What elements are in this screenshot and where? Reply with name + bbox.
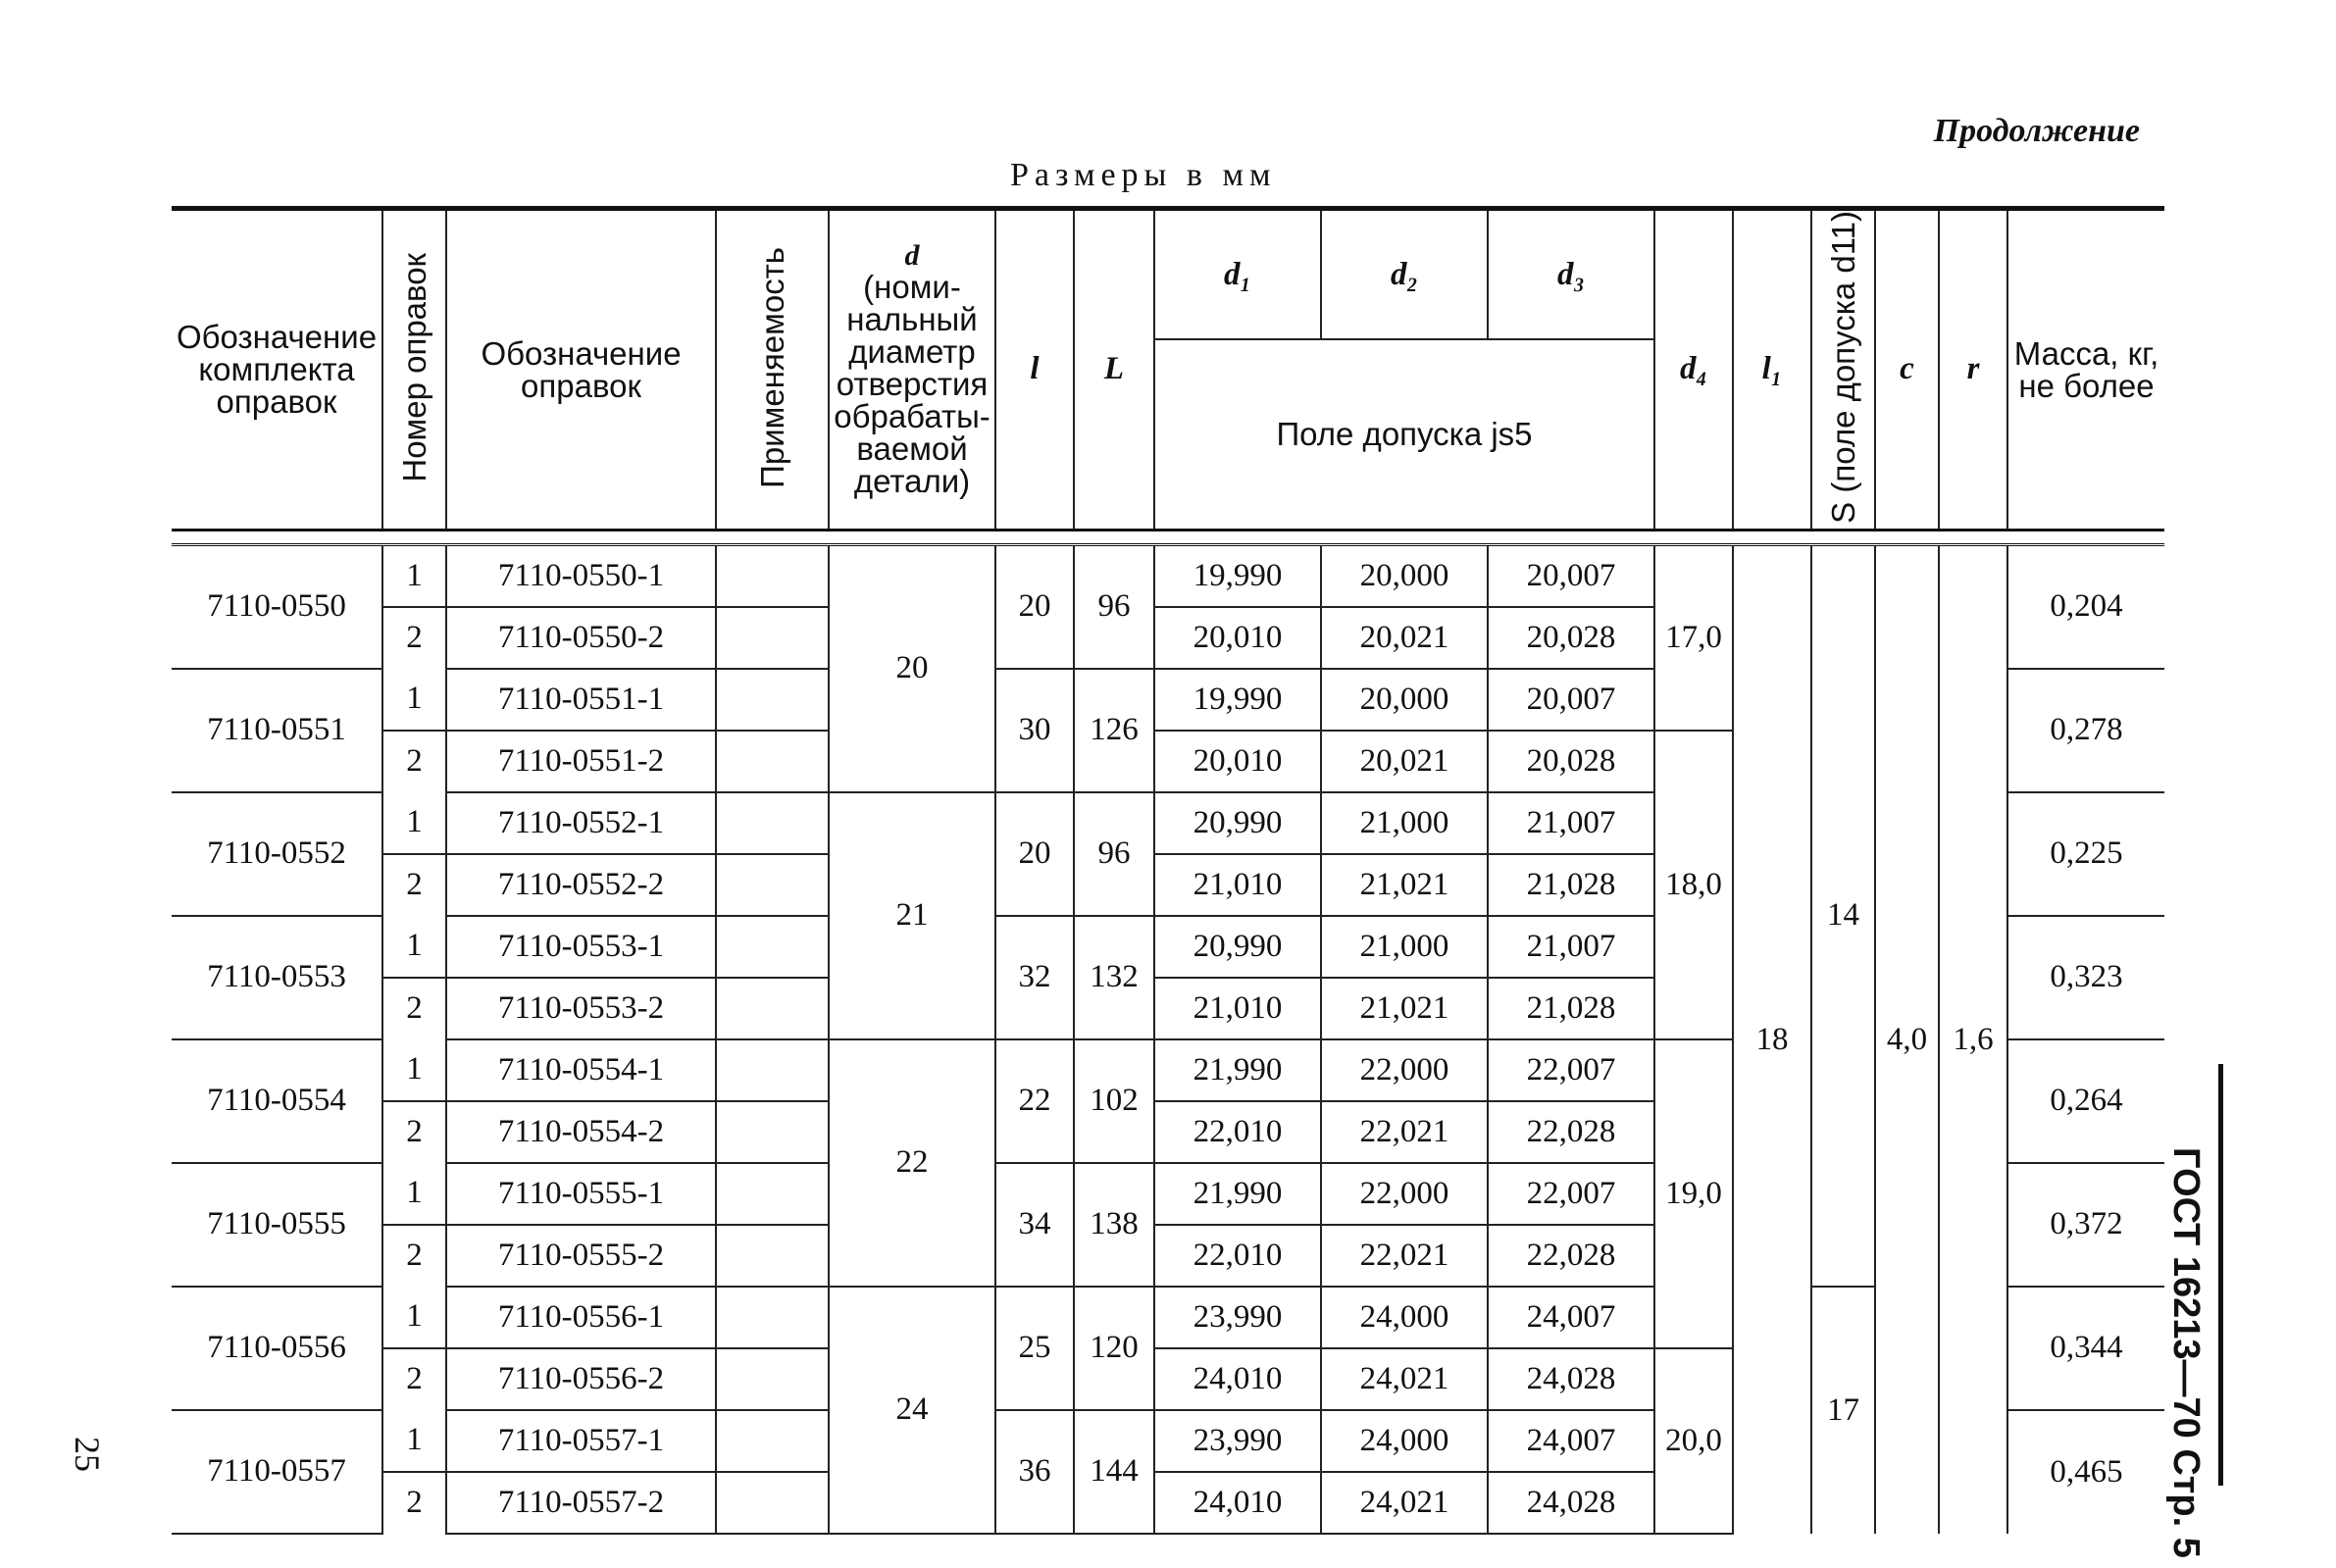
mandrel-number: 1 <box>382 792 446 854</box>
d2-value: 20,000 <box>1321 544 1488 607</box>
r-value: 1,6 <box>1939 544 2007 1534</box>
kit-designation: 7110-0552 <box>172 792 382 916</box>
d-nominal: 21 <box>829 792 995 1039</box>
d3-value: 21,007 <box>1488 792 1654 854</box>
col-L: L <box>1074 209 1154 531</box>
d3-value: 20,007 <box>1488 544 1654 607</box>
mandrel-number: 2 <box>382 731 446 792</box>
col-mandrel: Обозначение оправок <box>446 209 716 531</box>
d2-value: 22,000 <box>1321 1039 1488 1101</box>
d1-value: 23,990 <box>1154 1410 1321 1472</box>
L-value: 96 <box>1074 792 1154 916</box>
d2-value: 24,000 <box>1321 1287 1488 1348</box>
col-d1: d₁ <box>1154 209 1321 340</box>
mandrel-number: 1 <box>382 1163 446 1225</box>
d2-value: 20,021 <box>1321 607 1488 669</box>
d4-value: 20,0 <box>1654 1348 1733 1534</box>
mass-value: 0,278 <box>2007 669 2164 792</box>
mandrel-designation: 7110-0555-1 <box>446 1163 716 1225</box>
mandrel-designation: 7110-0552-2 <box>446 854 716 916</box>
d3-value: 22,028 <box>1488 1225 1654 1287</box>
mass-value: 0,323 <box>2007 916 2164 1039</box>
applicability-cell <box>716 792 829 854</box>
table-header <box>172 209 2164 545</box>
col-l: l <box>995 209 1074 531</box>
d1-value: 21,990 <box>1154 1163 1321 1225</box>
continuation-label: Продолжение <box>1933 113 2140 149</box>
kit-designation: 7110-0551 <box>172 669 382 792</box>
table-row <box>172 544 2164 607</box>
mandrel-designation: 7110-0556-1 <box>446 1287 716 1348</box>
kit-designation: 7110-0550 <box>172 544 382 669</box>
mandrel-designation: 7110-0550-1 <box>446 544 716 607</box>
L-value: 138 <box>1074 1163 1154 1287</box>
mandrel-number: 2 <box>382 1348 446 1410</box>
d1-value: 19,990 <box>1154 544 1321 607</box>
kit-designation: 7110-0557 <box>172 1410 382 1534</box>
d2-value: 21,021 <box>1321 854 1488 916</box>
mass-value: 0,264 <box>2007 1039 2164 1163</box>
l1-value: 18 <box>1733 544 1811 1534</box>
d3-value: 24,007 <box>1488 1287 1654 1348</box>
applicability-cell <box>716 1163 829 1225</box>
mandrel-number: 1 <box>382 916 446 978</box>
d3-value: 22,007 <box>1488 1039 1654 1101</box>
d1-value: 20,990 <box>1154 916 1321 978</box>
mandrel-designation: 7110-0553-2 <box>446 978 716 1039</box>
d3-value: 22,007 <box>1488 1163 1654 1225</box>
applicability-cell <box>716 1039 829 1101</box>
applicability-cell <box>716 1225 829 1287</box>
d1-value: 21,010 <box>1154 854 1321 916</box>
page-number: 25 <box>68 1437 107 1472</box>
applicability-cell <box>716 1287 829 1348</box>
mandrel-number: 1 <box>382 544 446 607</box>
col-c: c <box>1875 209 1939 531</box>
applicability-cell <box>716 1410 829 1472</box>
applicability-cell <box>716 607 829 669</box>
mandrel-number: 2 <box>382 1225 446 1287</box>
l-value: 20 <box>995 792 1074 916</box>
col-d3: d₃ <box>1488 209 1654 340</box>
l-value: 25 <box>995 1287 1074 1410</box>
l-value: 36 <box>995 1410 1074 1534</box>
mandrel-designation: 7110-0557-2 <box>446 1472 716 1534</box>
d1-value: 24,010 <box>1154 1348 1321 1410</box>
col-d2: d₂ <box>1321 209 1488 340</box>
l-value: 22 <box>995 1039 1074 1163</box>
mass-value: 0,344 <box>2007 1287 2164 1410</box>
L-value: 132 <box>1074 916 1154 1039</box>
l-value: 30 <box>995 669 1074 792</box>
kit-designation: 7110-0555 <box>172 1163 382 1287</box>
L-value: 126 <box>1074 669 1154 792</box>
l-value: 34 <box>995 1163 1074 1287</box>
mass-value: 0,204 <box>2007 544 2164 669</box>
col-l1: l₁ <box>1733 209 1811 531</box>
d2-value: 24,000 <box>1321 1410 1488 1472</box>
d4-value: 18,0 <box>1654 731 1733 1039</box>
mandrel-designation: 7110-0555-2 <box>446 1225 716 1287</box>
applicability-cell <box>716 916 829 978</box>
mandrel-number: 2 <box>382 854 446 916</box>
col-r: r <box>1939 209 2007 531</box>
d1-value: 19,990 <box>1154 669 1321 731</box>
d2-value: 21,000 <box>1321 916 1488 978</box>
kit-designation: 7110-0556 <box>172 1287 382 1410</box>
d4-value: 17,0 <box>1654 544 1733 731</box>
d2-value: 22,021 <box>1321 1225 1488 1287</box>
mandrel-number: 2 <box>382 1101 446 1163</box>
stamp-rule <box>2218 1064 2223 1486</box>
d2-value: 22,021 <box>1321 1101 1488 1163</box>
d3-value: 21,028 <box>1488 854 1654 916</box>
L-value: 120 <box>1074 1287 1154 1410</box>
col-S: S (поле допуска d11) <box>1811 209 1875 531</box>
applicability-cell <box>716 544 829 607</box>
c-value: 4,0 <box>1875 544 1939 1534</box>
L-value: 144 <box>1074 1410 1154 1534</box>
mandrel-designation: 7110-0557-1 <box>446 1410 716 1472</box>
col-mass: Масса, кг, не более <box>2007 209 2164 531</box>
mandrel-number: 2 <box>382 607 446 669</box>
l-value: 20 <box>995 544 1074 669</box>
mandrel-designation: 7110-0550-2 <box>446 607 716 669</box>
col-d <box>829 209 995 531</box>
d1-value: 20,010 <box>1154 731 1321 792</box>
mandrel-number: 1 <box>382 669 446 731</box>
mass-value: 0,225 <box>2007 792 2164 916</box>
d3-value: 20,007 <box>1488 669 1654 731</box>
applicability-cell <box>716 731 829 792</box>
mass-value: 0,465 <box>2050 1453 2123 1490</box>
mandrel-designation: 7110-0552-1 <box>446 792 716 854</box>
kit-designation: 7110-0554 <box>172 1039 382 1163</box>
mass-value: 0,372 <box>2007 1163 2164 1287</box>
d2-value: 21,000 <box>1321 792 1488 854</box>
d3-value: 24,007 <box>1488 1410 1654 1472</box>
mandrel-table <box>172 206 2164 1535</box>
d1-value: 20,990 <box>1154 792 1321 854</box>
d1-value: 22,010 <box>1154 1225 1321 1287</box>
d1-value: 21,990 <box>1154 1039 1321 1101</box>
units-caption: Размеры в мм <box>1010 157 1277 193</box>
l-value: 32 <box>995 916 1074 1039</box>
s-value: 17 <box>1811 1287 1875 1534</box>
d-description: (номи-нальный диаметр отверстия обрабаты-ваемой детали) <box>834 269 990 500</box>
col-d4: d₄ <box>1654 209 1733 531</box>
applicability-cell <box>716 854 829 916</box>
d2-value: 20,021 <box>1321 731 1488 792</box>
d1-value: 20,010 <box>1154 607 1321 669</box>
d-nominal: 22 <box>829 1039 995 1287</box>
table-body <box>172 544 2164 1534</box>
d-symbol: d <box>904 239 920 273</box>
d-nominal: 24 <box>829 1287 995 1534</box>
L-value: 96 <box>1074 544 1154 669</box>
mandrel-designation: 7110-0551-1 <box>446 669 716 731</box>
applicability-cell <box>716 1348 829 1410</box>
applicability-cell <box>716 1101 829 1163</box>
kit-designation: 7110-0553 <box>172 916 382 1039</box>
d3-value: 20,028 <box>1488 731 1654 792</box>
mandrel-number: 1 <box>382 1039 446 1101</box>
mandrel-designation: 7110-0556-2 <box>446 1348 716 1410</box>
d3-value: 22,028 <box>1488 1101 1654 1163</box>
L-value: 102 <box>1074 1039 1154 1163</box>
d2-value: 24,021 <box>1321 1348 1488 1410</box>
mandrel-number: 2 <box>382 1472 446 1534</box>
mandrel-number: 2 <box>382 978 446 1039</box>
d2-value: 21,021 <box>1321 978 1488 1039</box>
applicability-cell <box>716 1472 829 1534</box>
d-nominal: 20 <box>829 544 995 792</box>
d4-value: 19,0 <box>1654 1039 1733 1348</box>
d1-value: 23,990 <box>1154 1287 1321 1348</box>
tolerance-field: Поле допуска js5 <box>1154 339 1654 530</box>
d3-value: 24,028 <box>1488 1348 1654 1410</box>
d2-value: 20,000 <box>1321 669 1488 731</box>
standard-stamp: ГОСТ 16213—70 Стр. 5 <box>2165 1147 2207 1558</box>
mandrel-designation: 7110-0554-1 <box>446 1039 716 1101</box>
d2-value: 22,000 <box>1321 1163 1488 1225</box>
col-num: Номер оправок <box>382 209 446 531</box>
d2-value: 24,021 <box>1321 1472 1488 1534</box>
d3-value: 21,007 <box>1488 916 1654 978</box>
col-kit: Обозначение комплекта оправок <box>172 209 382 531</box>
s-value: 14 <box>1811 544 1875 1287</box>
table-row <box>172 1287 2164 1348</box>
d1-value: 21,010 <box>1154 978 1321 1039</box>
mandrel-designation: 7110-0554-2 <box>446 1101 716 1163</box>
d1-value: 22,010 <box>1154 1101 1321 1163</box>
d1-value: 24,010 <box>1154 1472 1321 1534</box>
applicability-cell <box>716 978 829 1039</box>
d3-value: 24,028 <box>1488 1472 1654 1534</box>
mandrel-number: 1 <box>382 1287 446 1348</box>
mandrel-designation: 7110-0553-1 <box>446 916 716 978</box>
d3-value: 20,028 <box>1488 607 1654 669</box>
mandrel-number: 1 <box>382 1410 446 1472</box>
mandrel-designation: 7110-0551-2 <box>446 731 716 792</box>
col-applicability: Применяемость <box>716 209 829 531</box>
d3-value: 21,028 <box>1488 978 1654 1039</box>
applicability-cell <box>716 669 829 731</box>
